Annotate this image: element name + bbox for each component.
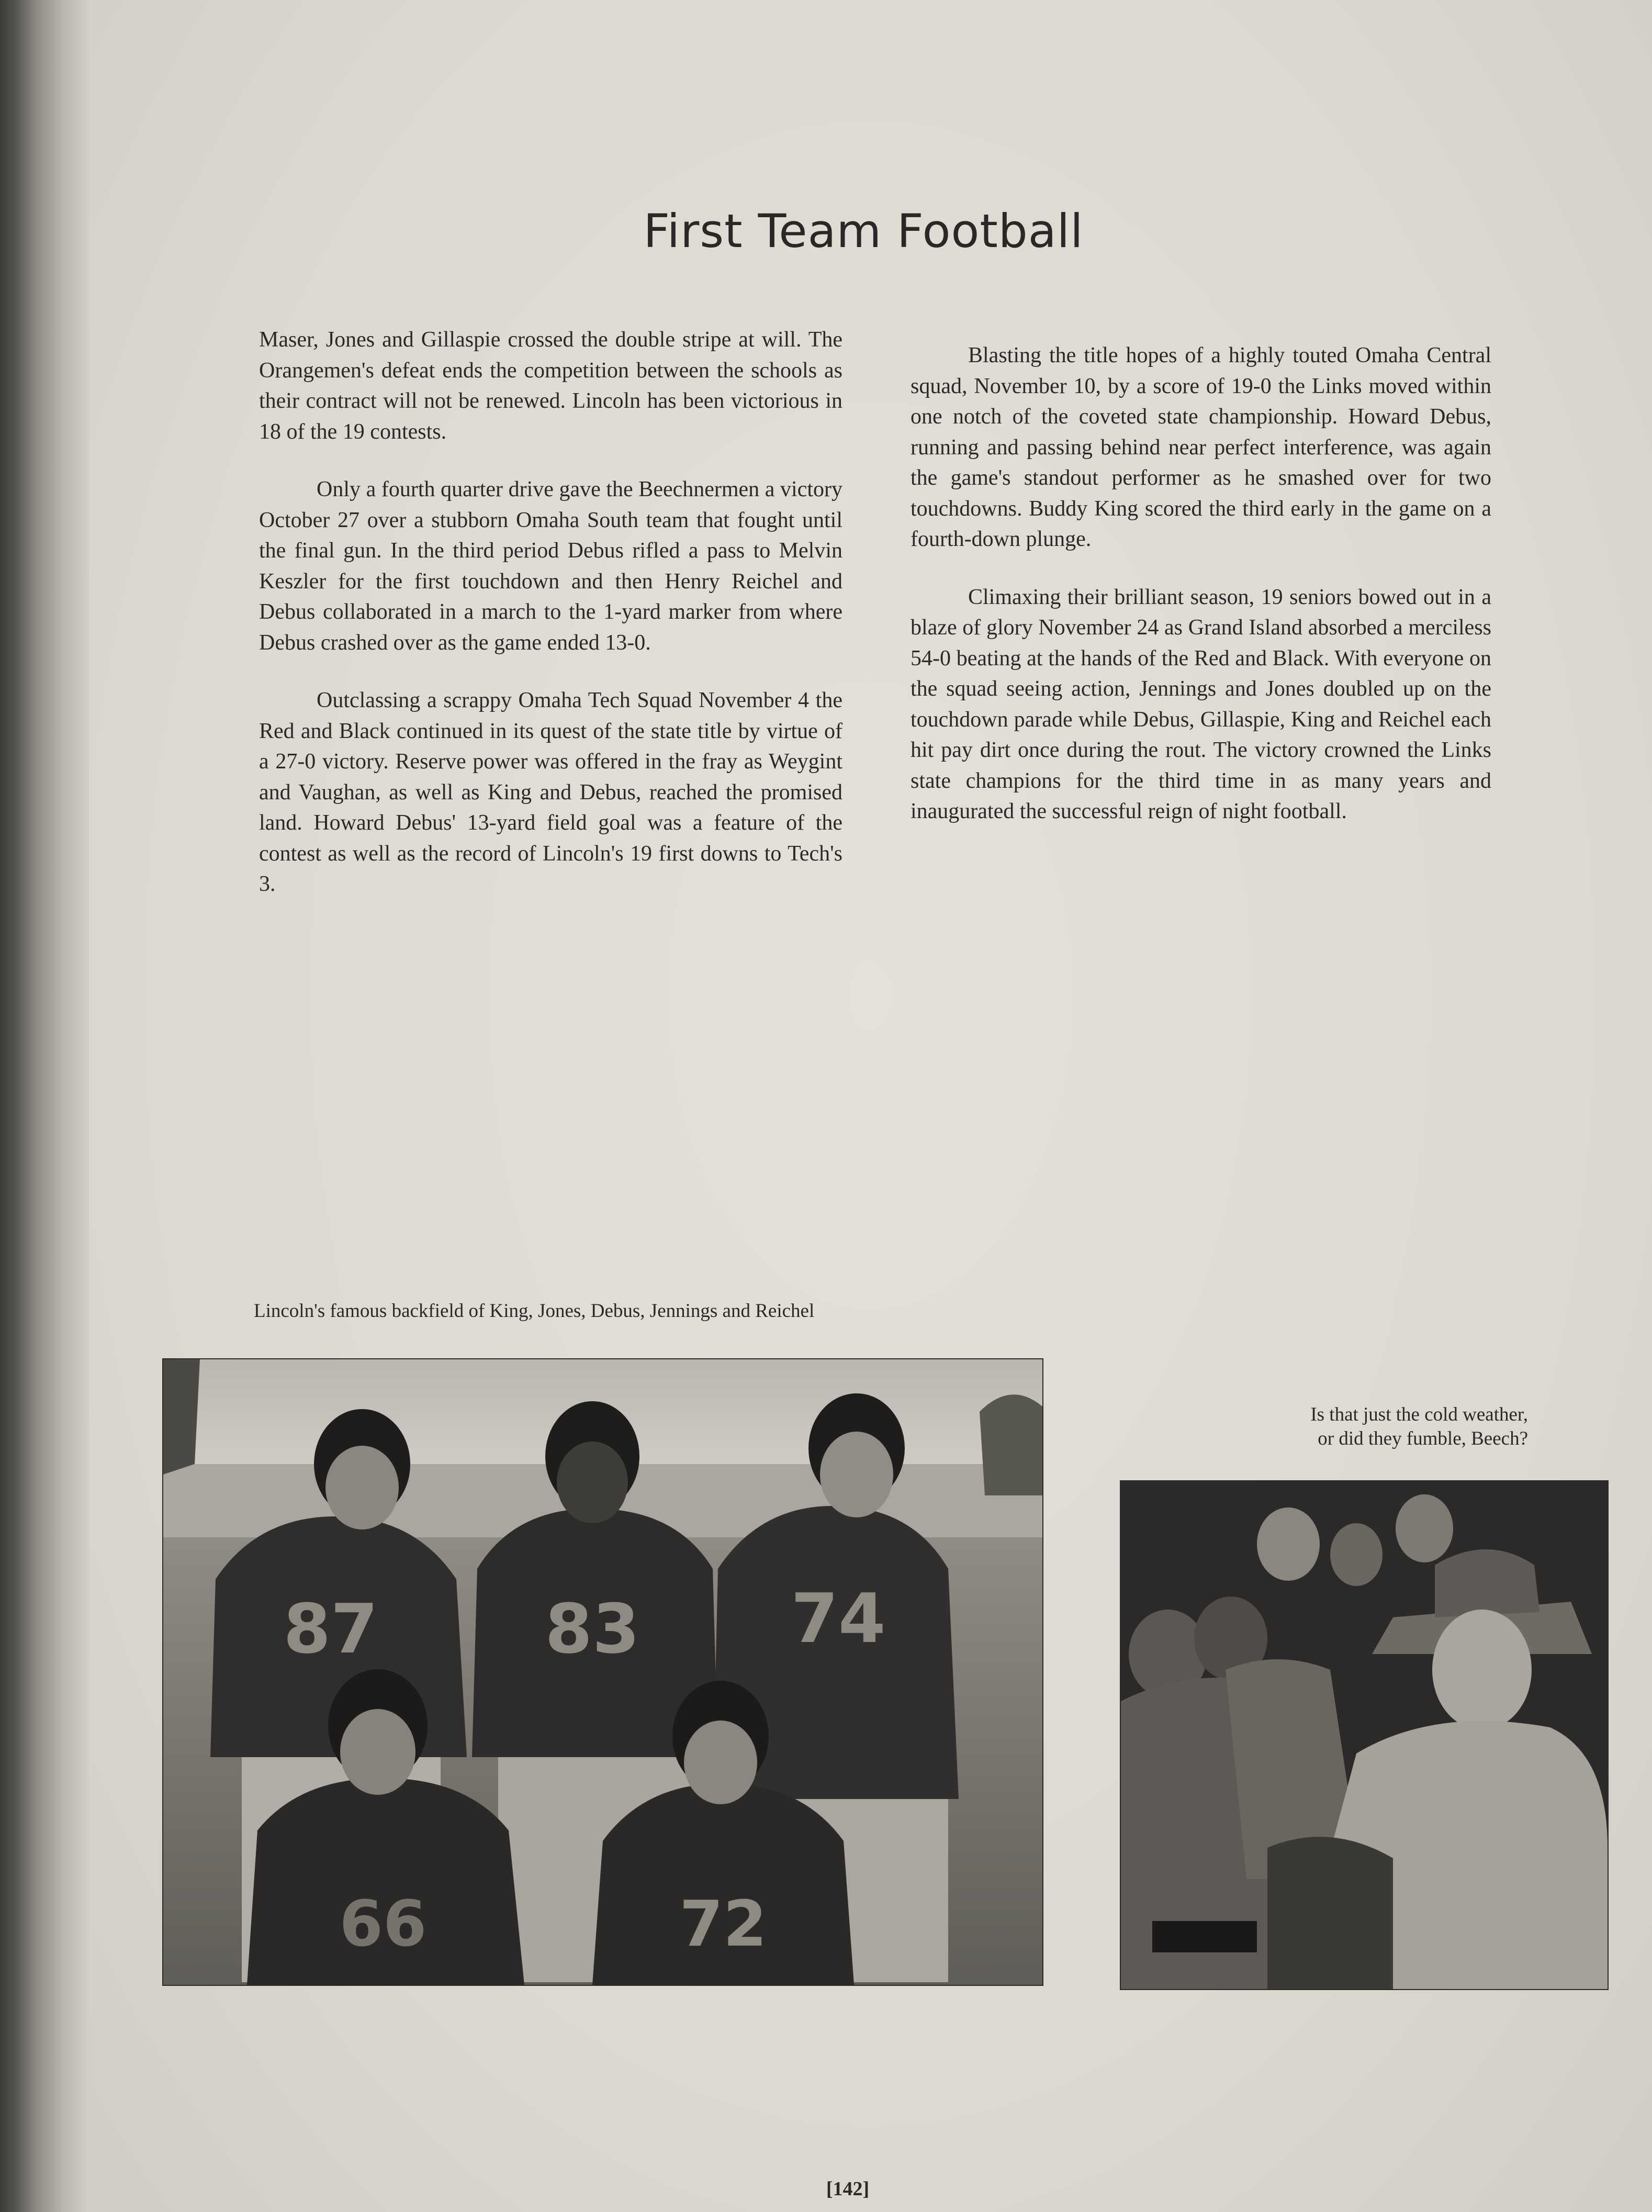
- jersey-number: 83: [545, 1589, 640, 1669]
- page-title: First Team Football: [643, 204, 1084, 258]
- backfield-photo: [162, 1358, 1043, 1986]
- sideline-photo: [1120, 1480, 1609, 1990]
- article-right-column: [911, 340, 1491, 854]
- jersey-number: 87: [283, 1589, 378, 1669]
- backfield-photo-image: [163, 1359, 1042, 1985]
- jersey-number: 72: [679, 1888, 767, 1961]
- article-left-column: [259, 325, 842, 927]
- sideline-photo-image: [1121, 1481, 1608, 1989]
- paragraph: Blasting the title hopes of a highly touted Omaha Central squad, November 10, by a score of 19-0 the Links moved within one notch of the coveted state championship. Howard Debus, running and passing behind near perfect interference, was again the game's standout performer as he smashed over for two touchdowns. Buddy King scored the third early in the game on a fourth-down plunge.: [911, 343, 1491, 551]
- paragraph: Only a fourth quarter drive gave the Beechnermen a victory October 27 over a stubborn Omaha South team that fought until the final gun. In the third period Debus rifled a pass to Melvin Keszler for the first touchdown and then Henry Reichel and Debus collaborated in a march to the 1-yard marker from where Debus crashed over as the game ended 13-0.: [259, 477, 842, 655]
- backfield-photo-caption: Lincoln's famous backfield of King, Jones, Debus, Jennings and Reichel: [254, 1300, 815, 1322]
- jersey-number: 74: [791, 1579, 886, 1658]
- caption-line: Is that just the cold weather,: [1310, 1404, 1528, 1425]
- book-binding: [0, 0, 89, 2212]
- sideline-photo-caption: [1141, 1403, 1528, 1451]
- caption-line: or did they fumble, Beech?: [1318, 1428, 1528, 1449]
- jersey-number: 66: [339, 1888, 427, 1961]
- paragraph: Climaxing their brilliant season, 19 seniors bowed out in a blaze of glory November 24 as Grand Island absorbed a merciless 54-0 beating at the hands of the Red and Black. With everyone on the squad seeing action, Jennings and Jones doubled up on the touchdown parade while Debus, Gillaspie, King and Reichel each hit pay dirt once during the rout. The victory crowned the Links state champions for the third time in as many years and inaugurated the successful reign of night football.: [911, 585, 1491, 823]
- paragraph: Maser, Jones and Gillaspie crossed the double stripe at will. The Orangemen's defeat ends the competition between the schools as their contract will not be renewed. Lincoln has been victorious in 18 of the 19 contests.: [259, 328, 842, 444]
- page-number: [142]: [826, 2178, 870, 2200]
- paragraph: Outclassing a scrappy Omaha Tech Squad November 4 the Red and Black continued in its quest of the state title by virtue of a 27-0 victory. Reserve power was offered in the fray as Weygint and Vaughan, as well as King and Debus, reached the promised land. Howard Debus' 13-yard field goal was a feature of the contest as well as the record of Lincoln's 19 first downs to Tech's 3.: [259, 688, 842, 896]
